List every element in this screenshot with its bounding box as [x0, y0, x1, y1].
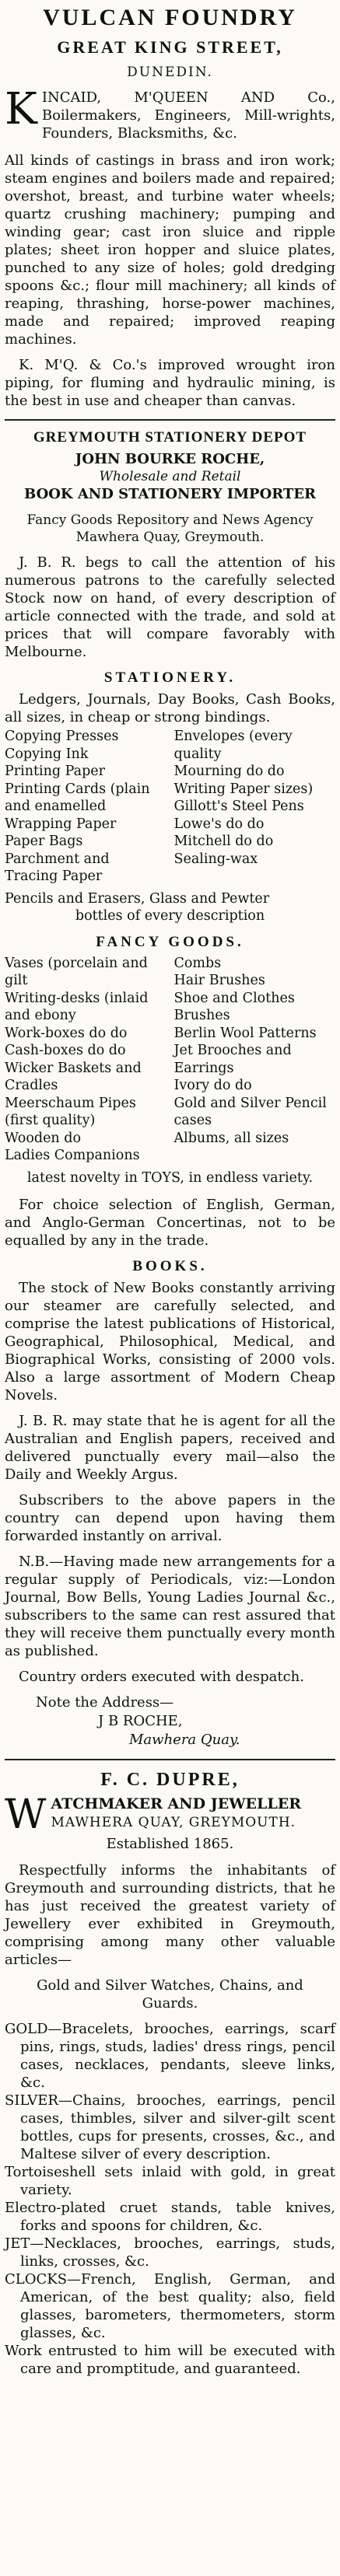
section-heading-fancy-goods: FANCY GOODS. — [96, 933, 244, 950]
list-item: Mourning do do — [174, 764, 285, 779]
agent-paragraph: J. B. R. may state that he is agent for all the Australian and English papers, received and delivered punctually every mail—also the Daily and Weekly Argus. — [5, 1413, 335, 1483]
nb-paragraph: N.B.—Having made new arrangements for a regular supply of Periodicals, viz:—London Journal, Bow Bells, Young Ladies Journal &c., subscribers to the same can rest assured that they will receive them punctually every month as published. — [5, 1554, 335, 1659]
trade-line: ATCHMAKER AND JEWELLER — [51, 1795, 302, 1812]
ad-title: GREYMOUTH STATIONERY DEPOT — [33, 429, 307, 446]
list-item: Paper Bags — [5, 834, 83, 849]
ad-note: K. M'Q. & Co.'s improved wrought iron piping, for fluming and hydraulic mining, is the best in use and cheaper than canvas. — [5, 357, 335, 409]
list-item: Work-boxes do do — [5, 1025, 128, 1041]
ad-city: DUNEDIN. — [127, 65, 213, 80]
signature-name: J B ROCHE, — [98, 1713, 183, 1729]
list-item: Parchment and Tracing Paper — [5, 851, 110, 884]
fancy-goods-list — [5, 955, 335, 1165]
list-column-right — [174, 728, 336, 886]
drop-cap: W — [5, 1795, 47, 1832]
ad-body: All kinds of castings in brass and iron work; steam engines and boilers made and repaired; overshot, breast, and turbine water wheels; quartz crushing machinery; pumping and winding gear; cast iron sluice and ripple plates; sheet iron hopper and sluice plates, punched to any size of holes; gold dredging spoons &c.; flour mill machinery; all kinds of reaping, thrashing, horse-power machines, made and repaired; improved reaping machines. — [5, 152, 335, 348]
ad-title: F. C. DUPRE, — [100, 1770, 240, 1790]
intro-text: INCAID, M'QUEEN AND Co., Boilermakers, Engineers, Mill-wrights, Founders, Blacksmiths, &c. — [41, 89, 335, 142]
signature-block — [98, 1712, 335, 1749]
list-item: Albums, all sizes — [174, 1130, 289, 1146]
list-item: Writing Paper sizes) — [174, 781, 314, 797]
list-item: Wooden do — [5, 1130, 82, 1146]
address-line: MAWHERA QUAY, GREYMOUTH. — [51, 1815, 296, 1830]
list-item: Copying Ink — [5, 746, 89, 762]
list-item: Electro-plated cruet stands, table knives, forks and spoons for children, &c. — [5, 2200, 335, 2234]
section-heading-books: BOOKS. — [132, 1258, 208, 1274]
list-column-left — [5, 728, 166, 886]
fancy-line-2: Mawhera Quay, Greymouth. — [75, 530, 265, 545]
list-item: Berlin Wool Patterns — [174, 1025, 317, 1041]
list-column-left — [5, 955, 166, 1165]
list-item: Cash-boxes do do — [5, 1043, 126, 1058]
drop-cap: K — [5, 89, 37, 135]
concertina-paragraph: For choice selection of English, German, and Anglo-German Concertinas, not to be equalled by any in the trade. — [5, 1197, 335, 1249]
item-list — [5, 2020, 335, 2378]
books-paragraph: The stock of New Books constantly arriving our steamer are carefully selected, and comprise the latest publications of Historical, Geographical, Philosophical, Medical, and Biographical Works, consisting of 2000 vols. Also a large assortment of Modern Cheap Novels. — [5, 1280, 335, 1403]
ad-intro — [5, 89, 335, 142]
divider — [5, 1759, 335, 1760]
list-item: Gillott's Steel Pens — [174, 799, 304, 814]
list-item: Wrapping Paper — [5, 816, 117, 832]
list-item: JET—Necklaces, brooches, earrings, studs, links, crosses, &c. — [5, 2235, 335, 2270]
list-item: GOLD—Bracelets, brooches, earrings, scarf pins, rings, studs, ladies' dress rings, pencil cases, necklaces, pendants, sleeve links, &c. — [5, 2021, 335, 2091]
ad-title: VULCAN FOUNDRY — [43, 5, 297, 30]
fancy-line: Fancy Goods Repository and News Agency — [26, 512, 314, 528]
country-orders: Country orders executed with despatch. — [19, 1669, 304, 1685]
note-address: Note the Address— — [36, 1694, 174, 1711]
dupre-jeweller-ad — [5, 1768, 335, 2378]
list-column-right — [174, 955, 336, 1165]
list-item: Printing Cards (plain and enamelled — [5, 781, 150, 814]
stationery-tail: bottles of every description — [75, 908, 265, 924]
list-item: Work entrusted to him will be executed with care and promptitude, and guaranteed. — [5, 2343, 335, 2377]
list-item: Writing-desks (inlaid and ebony — [5, 990, 149, 1023]
ad-street: GREAT KING STREET, — [57, 37, 283, 57]
list-item: CLOCKS—French, English, German, and American, of the best quality; also, field glasses, barometers, thermometers, storm glasses, &c. — [5, 2271, 335, 2341]
stationery-lead: Ledgers, Journals, Day Books, Cash Books, all sizes, in cheap or strong bindings. — [5, 691, 335, 725]
list-item: Lowe's do do — [174, 816, 265, 832]
trade-line-2: BOOK AND STATIONERY IMPORTER — [24, 486, 316, 502]
intro-paragraph: J. B. R. begs to call the attention of his numerous patrons to the carefully selected Stock now on hand, of every description of article connected with the trade, and sold at prices that will compare favorably with Melbourne. — [5, 554, 335, 660]
stationery-depot-ad — [5, 428, 335, 1749]
list-item: Copying Presses — [5, 729, 119, 744]
watches-line: Gold and Silver Watches, Chains, and Guards. — [37, 1977, 303, 2012]
list-item: Shoe and Clothes Brushes — [174, 990, 295, 1023]
list-item: Meerschaum Pipes (first quality) — [5, 1095, 136, 1128]
established-line: Established 1865. — [106, 1836, 234, 1852]
subscribers-paragraph: Subscribers to the above papers in the country can depend upon having them forwarded instantly on arrival. — [5, 1492, 335, 1544]
stationery-list — [5, 728, 335, 886]
list-item: Hair Brushes — [174, 973, 265, 988]
list-item: Printing Paper — [5, 764, 106, 779]
list-item: Envelopes (every quality — [174, 729, 293, 762]
signature-place: Mawhera Quay. — [129, 1732, 240, 1748]
list-item-wide: Pencils and Erasers, Glass and Pewter — [5, 890, 270, 907]
list-item: Combs — [174, 955, 222, 971]
list-item: Tortoiseshell sets inlaid with gold, in great variety. — [5, 2164, 335, 2198]
intro-paragraph: Respectfully informs the inhabitants of Greymouth and surrounding districts, that he has just received the greatest variety of Jewellery ever exhibited in Greymouth, comprising among many other valuable articles— — [5, 1862, 335, 1968]
divider — [5, 419, 335, 421]
list-item: Mitchell do do — [174, 834, 274, 849]
list-item: SILVER—Chains, brooches, earrings, pencil cases, thimbles, silver and silver-gilt scent bottles, cups for presents, crosses, &c., and Maltese silver of every description. — [5, 2092, 335, 2162]
section-heading-stationery: STATIONERY. — [103, 669, 237, 686]
list-item: Ladies Companions — [5, 1148, 140, 1163]
list-item: Gold and Silver Pencil cases — [174, 1095, 327, 1128]
trade-heading — [5, 1795, 335, 1832]
trade-line: Wholesale and Retail — [99, 469, 241, 484]
list-item: Vases (porcelain and gilt — [5, 955, 148, 988]
list-item: Sealing-wax — [174, 851, 258, 867]
list-item: Jet Brooches and Earrings — [174, 1043, 292, 1076]
fancy-tail: latest novelty in TOYS, in endless variety. — [26, 1169, 314, 1186]
list-item: Wicker Baskets and Cradles — [5, 1060, 142, 1093]
proprietor-name: JOHN BOURKE ROCHE, — [75, 451, 265, 467]
vulcan-foundry-ad — [5, 3, 335, 410]
list-item: Ivory do do — [174, 1078, 252, 1093]
